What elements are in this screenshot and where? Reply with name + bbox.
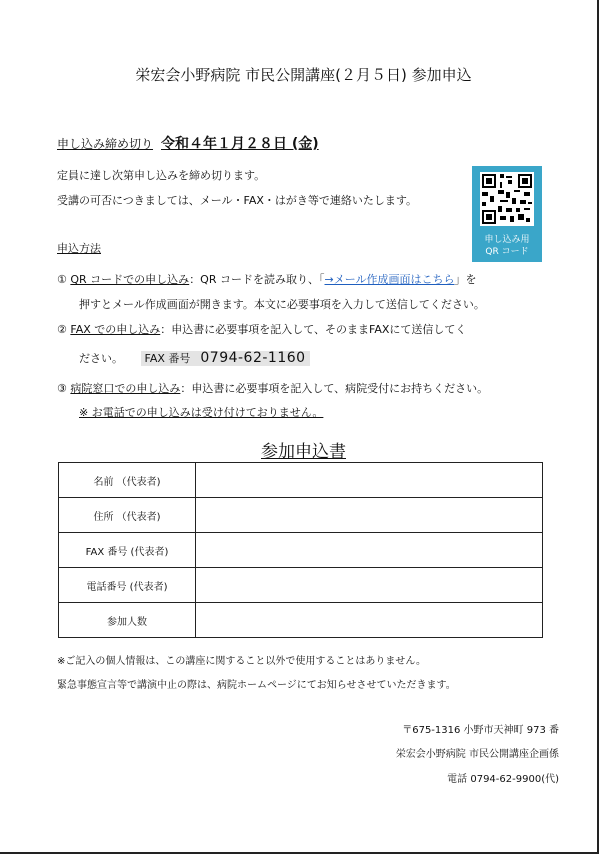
privacy-footnote: ※ご記入の個人情報は、この講座に関すること以外で使用することはありません。 — [57, 656, 426, 667]
table-row — [59, 498, 543, 533]
table-row — [59, 568, 543, 603]
method-qr-number: ① — [57, 273, 67, 286]
contact-phone: 電話 0794-62-9900(代) — [447, 774, 559, 785]
method-fax-number-mark: ② — [57, 323, 67, 336]
qr-caption — [472, 234, 542, 258]
form-field-name[interactable] — [196, 463, 543, 498]
fax-number: 0794-62-1160 — [200, 350, 306, 366]
application-form-table — [58, 462, 543, 638]
form-label-fax: FAX 番号 (代表者) — [59, 533, 196, 568]
form-label-address: 住所 （代表者) — [59, 498, 196, 533]
qr-code-image[interactable] — [480, 172, 534, 226]
form-label-phone: 電話番号 (代表者) — [59, 568, 196, 603]
fax-number-label: FAX 番号 — [144, 352, 191, 365]
page-title: 栄宏会小野病院 市民公開講座(２月５日) 参加申込 — [135, 66, 472, 84]
form-field-phone[interactable] — [196, 568, 543, 603]
method-qr-text-a: ：QR コードを読み取り、「 — [189, 273, 325, 286]
deadline-label: 申し込み締め切り — [57, 137, 154, 151]
deadline — [57, 133, 319, 153]
method-window-text-a: ：申込書に必要事項を記入して、病院受付にお持ちください。 — [180, 382, 489, 395]
table-row — [59, 603, 543, 638]
qr-code-panel[interactable] — [472, 166, 542, 262]
method-fax-line-2-text: ださい。 — [79, 352, 123, 365]
qr-caption-line-2: QR コード — [485, 247, 529, 257]
qr-caption-line-1: 申し込み用 — [484, 235, 530, 245]
form-field-attendees[interactable] — [196, 603, 543, 638]
phone-not-accepted-note: ※ お電話での申し込みは受け付けておりません。 — [79, 406, 324, 419]
method-qr-text-b: 」を — [454, 273, 477, 286]
method-fax — [57, 321, 466, 337]
notice-line-2: 受講の可否につきましては、メール・FAX・はがき等で連絡いたします。 — [57, 194, 418, 207]
contact-organizer: 栄宏会小野病院 市民公開講座企画係 — [395, 749, 559, 760]
form-field-address[interactable] — [196, 498, 543, 533]
form-label-name: 名前 （代表者) — [59, 463, 196, 498]
method-qr — [57, 271, 477, 287]
contact-address: 〒675-1316 小野市天神町 973 番 — [402, 725, 559, 736]
method-window — [57, 380, 488, 396]
method-fax-line-2 — [79, 350, 310, 366]
mail-compose-link[interactable]: →メール作成画面はこちら — [324, 273, 455, 286]
method-window-number: ③ — [57, 382, 67, 395]
form-label-attendees: 参加人数 — [59, 603, 196, 638]
form-title-text: 参加申込書 — [261, 442, 346, 462]
table-row — [59, 463, 543, 498]
cancellation-footnote: 緊急事態宣言等で講演中止の際は、病院ホームページにてお知らせさせていただきます。 — [57, 680, 456, 691]
method-fax-text-a: ：申込書に必要事項を記入して、そのままFAXにて送信してく — [160, 323, 467, 336]
table-row — [59, 533, 543, 568]
fax-number-highlight — [141, 351, 310, 366]
form-title — [0, 437, 607, 462]
method-qr-line-2: 押すとメール作成画面が開きます。本文に必要事項を入力して送信してください。 — [79, 298, 485, 311]
deadline-value: 令和４年１月２８日 (金) — [161, 136, 319, 152]
method-heading: 申込方法 — [57, 242, 101, 255]
method-qr-label: QR コードでの申し込み — [70, 273, 190, 286]
method-window-label: 病院窓口での申し込み — [70, 382, 181, 395]
form-field-fax[interactable] — [196, 533, 543, 568]
qr-code-graphic — [480, 172, 534, 226]
method-fax-label: FAX での申し込み — [70, 323, 161, 336]
notice-line-1: 定員に達し次第申し込みを締め切ります。 — [57, 169, 266, 182]
